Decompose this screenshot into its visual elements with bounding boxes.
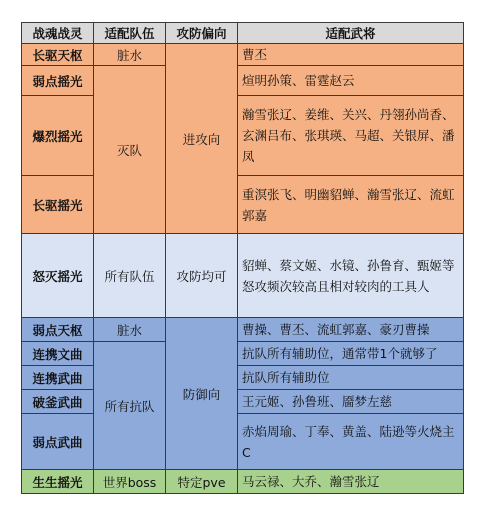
bias-cell: 防御向	[166, 318, 238, 470]
bias-cell: 特定pve	[166, 470, 238, 494]
spirit-name: 弱点天枢	[22, 318, 94, 342]
table-row	[22, 342, 464, 366]
generals-cell: 貂蝉、蔡文姬、水镜、孙鲁育、甄姬等怒攻频次较高且相对较肉的工具人	[238, 234, 464, 318]
table-row	[22, 390, 464, 414]
table-row	[22, 234, 464, 318]
header-team: 适配队伍	[94, 23, 166, 44]
table-row	[22, 44, 464, 66]
bias-cell: 进攻向	[166, 44, 238, 234]
generals-cell: 重溟张飞、明幽貂蝉、瀚雪张辽、流虹郭嘉	[238, 176, 464, 234]
generals-cell: 抗队所有辅助位	[238, 366, 464, 390]
spirit-name: 长驱天枢	[22, 44, 94, 66]
table-row	[22, 318, 464, 342]
table-row	[22, 96, 464, 176]
generals-cell: 抗队所有辅助位，通常带1个就够了	[238, 342, 464, 366]
generals-cell: 马云禄、大乔、瀚雪张辽	[238, 470, 464, 494]
team-cell: 脏水	[94, 44, 166, 66]
table-row	[22, 414, 464, 470]
spirit-name: 长驱摇光	[22, 176, 94, 234]
team-cell: 灭队	[94, 66, 166, 234]
bias-cell: 攻防均可	[166, 234, 238, 318]
spirit-name: 怒灭摇光	[22, 234, 94, 318]
table-row	[22, 470, 464, 494]
header-row	[22, 23, 464, 44]
spirit-name: 连携武曲	[22, 366, 94, 390]
table-row	[22, 66, 464, 96]
header-bias: 攻防偏向	[166, 23, 238, 44]
spirit-name: 弱点武曲	[22, 414, 94, 470]
team-cell: 世界boss	[94, 470, 166, 494]
generals-cell: 瀚雪张辽、姜维、关兴、丹翎孙尚香、玄渊吕布、张琪瑛、马超、关银屏、潘凤	[238, 96, 464, 176]
spirit-name: 弱点摇光	[22, 66, 94, 96]
generals-cell: 赤焰周瑜、丁奉、黄盖、陆逊等火烧主C	[238, 414, 464, 470]
generals-cell: 曹丕	[238, 44, 464, 66]
spirit-name: 连携文曲	[22, 342, 94, 366]
table-row	[22, 176, 464, 234]
header-generals: 适配武将	[238, 23, 464, 44]
team-cell: 脏水	[94, 318, 166, 342]
generals-cell: 王元姬、孙鲁班、靥梦左慈	[238, 390, 464, 414]
table-row	[22, 366, 464, 390]
team-cell: 所有队伍	[94, 234, 166, 318]
spirit-name: 生生摇光	[22, 470, 94, 494]
spirit-name: 破釜武曲	[22, 390, 94, 414]
generals-cell: 曹操、曹丕、流虹郭嘉、豪刃曹操	[238, 318, 464, 342]
table-container	[21, 22, 464, 494]
spirit-name: 爆烈摇光	[22, 96, 94, 176]
general-config-table	[21, 22, 464, 494]
team-cell: 所有抗队	[94, 342, 166, 470]
generals-cell: 煊明孙策、雷霆赵云	[238, 66, 464, 96]
header-spirit: 战魂战灵	[22, 23, 94, 44]
